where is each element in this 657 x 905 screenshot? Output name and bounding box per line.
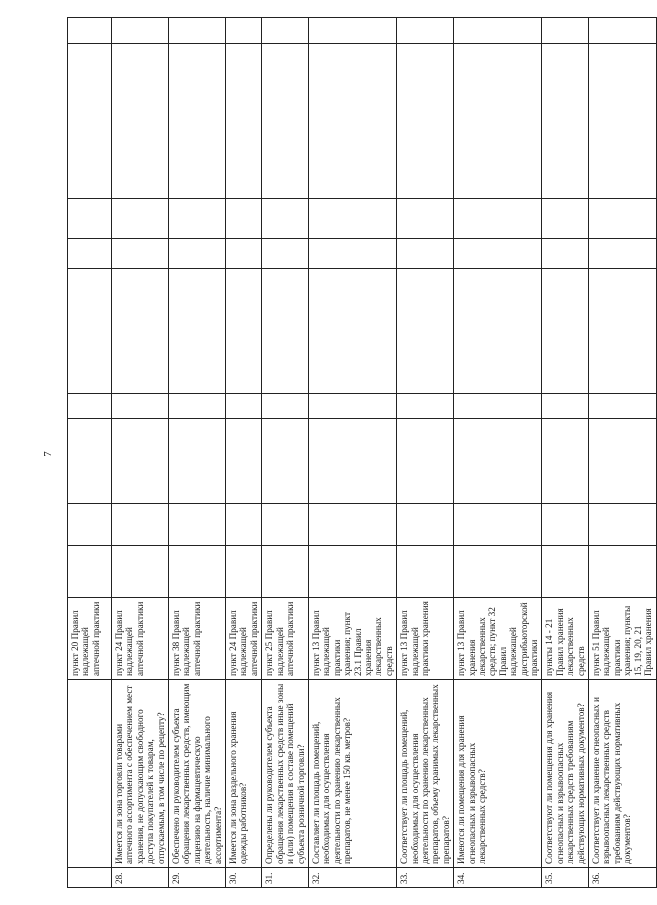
row-number: 30. bbox=[226, 868, 262, 888]
answer-cell bbox=[262, 546, 309, 598]
answer-cell bbox=[589, 18, 656, 44]
answer-cell bbox=[454, 269, 542, 394]
answer-cell bbox=[262, 18, 309, 44]
answer-cell bbox=[262, 44, 309, 199]
answer-cell bbox=[589, 44, 656, 199]
answer-cell bbox=[454, 44, 542, 199]
answer-cell bbox=[226, 44, 262, 199]
question-cell: Имеются ли помещения для хранения огнеопасных и взрывоопасных лекарственных средств? bbox=[454, 680, 542, 868]
reference-cell: пункт 20 Правил надлежащей аптечной практики bbox=[68, 598, 112, 680]
answer-cell bbox=[397, 504, 454, 546]
reference-cell: пункты 14 - 21 Правил хранения лекарственных средств bbox=[542, 598, 589, 680]
answer-cell bbox=[397, 269, 454, 394]
answer-cell bbox=[169, 239, 226, 269]
answer-cell bbox=[226, 394, 262, 419]
answer-cell bbox=[262, 269, 309, 394]
answer-cell bbox=[589, 504, 656, 546]
question-cell: Соответствует ли площадь помещений, необходимых для осуществления деятельности по хранению лекарственных препаратов, объему хранимых лекарственных препаратов? bbox=[397, 680, 454, 868]
row-number: 33. bbox=[397, 868, 454, 888]
row-number: 36. bbox=[589, 868, 656, 888]
answer-cell bbox=[112, 546, 169, 598]
answer-cell bbox=[542, 269, 589, 394]
answer-cell bbox=[589, 269, 656, 394]
answer-cell bbox=[589, 199, 656, 239]
answer-cell bbox=[454, 394, 542, 419]
answer-cell bbox=[308, 546, 396, 598]
answer-cell bbox=[542, 44, 589, 199]
answer-cell bbox=[262, 504, 309, 546]
answer-cell bbox=[112, 419, 169, 504]
answer-cell bbox=[308, 199, 396, 239]
table-row bbox=[68, 18, 112, 888]
answer-cell bbox=[454, 239, 542, 269]
reference-cell: пункт 51 Правил надлежащей практики хранения; пункты 15, 19, 20, 21 Правил хранения bbox=[589, 598, 656, 680]
answer-cell bbox=[226, 504, 262, 546]
answer-cell bbox=[454, 546, 542, 598]
answer-cell bbox=[308, 239, 396, 269]
answer-cell bbox=[112, 504, 169, 546]
answer-cell bbox=[542, 18, 589, 44]
page-number: 7 bbox=[42, 451, 54, 457]
answer-cell bbox=[589, 546, 656, 598]
answer-cell bbox=[397, 394, 454, 419]
answer-cell bbox=[169, 269, 226, 394]
answer-cell bbox=[68, 18, 112, 44]
row-number: 28. bbox=[112, 868, 169, 888]
row-number: 32. bbox=[308, 868, 396, 888]
question-cell: Соответствуют ли помещения для хранения огнеопасных и взрывоопасных лекарственных средств требованиям действующих нормативных документов? bbox=[542, 680, 589, 868]
answer-cell bbox=[68, 269, 112, 394]
answer-cell bbox=[112, 394, 169, 419]
question-cell: Определены ли руководителем субъекта обращения лекарственных средств иные зоны и (или) помещения в составе помещений субъекта розничной торговли? bbox=[262, 680, 309, 868]
answer-cell bbox=[68, 504, 112, 546]
answer-cell bbox=[68, 44, 112, 199]
question-cell: Имеется ли зона раздельного хранения одежды работников? bbox=[226, 680, 262, 868]
answer-cell bbox=[589, 394, 656, 419]
answer-cell bbox=[397, 419, 454, 504]
answer-cell bbox=[112, 239, 169, 269]
answer-cell bbox=[169, 44, 226, 199]
answer-cell bbox=[262, 239, 309, 269]
answer-cell bbox=[112, 269, 169, 394]
answer-cell bbox=[112, 199, 169, 239]
answer-cell bbox=[226, 239, 262, 269]
table-row bbox=[308, 18, 396, 888]
table-row bbox=[169, 18, 226, 888]
answer-cell bbox=[397, 18, 454, 44]
answer-cell bbox=[226, 199, 262, 239]
table-row bbox=[262, 18, 309, 888]
answer-cell bbox=[308, 419, 396, 504]
question-cell: Соответствует ли хранение огнеопасных и взрывоопасных лекарственных средств требованиям действующих нормативных документов? bbox=[589, 680, 656, 868]
answer-cell bbox=[169, 419, 226, 504]
answer-cell bbox=[68, 546, 112, 598]
answer-cell bbox=[308, 394, 396, 419]
answer-cell bbox=[68, 419, 112, 504]
answer-cell bbox=[308, 44, 396, 199]
answer-cell bbox=[68, 394, 112, 419]
answer-cell bbox=[397, 546, 454, 598]
reference-cell: пункт 13 Правил хранения лекарственных средств; пункт 32 Правил надлежащей дистрибьюторской практики bbox=[454, 598, 542, 680]
answer-cell bbox=[542, 239, 589, 269]
table-row bbox=[542, 18, 589, 888]
question-cell: Составляет ли площадь помещений, необходимых для осуществления деятельности по хранению лекарственных препаратов, не менее 150 кв. метров? bbox=[308, 680, 396, 868]
answer-cell bbox=[68, 239, 112, 269]
answer-cell bbox=[226, 18, 262, 44]
table-row bbox=[226, 18, 262, 888]
answer-cell bbox=[262, 199, 309, 239]
answer-cell bbox=[589, 419, 656, 504]
answer-cell bbox=[226, 269, 262, 394]
answer-cell bbox=[397, 239, 454, 269]
answer-cell bbox=[169, 18, 226, 44]
table-row bbox=[397, 18, 454, 888]
table-row bbox=[112, 18, 169, 888]
answer-cell bbox=[589, 239, 656, 269]
answer-cell bbox=[397, 199, 454, 239]
row-number: 35. bbox=[542, 868, 589, 888]
answer-cell bbox=[308, 269, 396, 394]
reference-cell: пункт 13 Правил надлежащей практики хранения; пункт 23.1 Правил хранения лекарственных средств bbox=[308, 598, 396, 680]
answer-cell bbox=[226, 419, 262, 504]
row-number: 31. bbox=[262, 868, 309, 888]
answer-cell bbox=[454, 419, 542, 504]
answer-cell bbox=[262, 419, 309, 504]
question-cell: Имеется ли зона торговли товарами аптечного ассортимента с обеспечением мест хранения, не допускающим свободного доступа покупателей к товарам, отпускаемым, в том числе по рецепту? bbox=[112, 680, 169, 868]
answer-cell bbox=[542, 199, 589, 239]
row-number: 34. bbox=[454, 868, 542, 888]
reference-cell: пункт 38 Правил надлежащей аптечной практики bbox=[169, 598, 226, 680]
reference-cell: пункт 24 Правил надлежащей аптечной практики bbox=[226, 598, 262, 680]
answer-cell bbox=[226, 546, 262, 598]
answer-cell bbox=[454, 199, 542, 239]
answer-cell bbox=[262, 394, 309, 419]
answer-cell bbox=[308, 18, 396, 44]
answer-cell bbox=[454, 504, 542, 546]
answer-cell bbox=[542, 546, 589, 598]
answer-cell bbox=[308, 504, 396, 546]
reference-cell: пункт 24 Правил надлежащей аптечной практики bbox=[112, 598, 169, 680]
question-cell: Обеспечено ли руководителем субъекта обращения лекарственных средств, имеющим лицензию на фармацевтическую деятельность, наличие минимального ассортимента? bbox=[169, 680, 226, 868]
answer-cell bbox=[542, 394, 589, 419]
answer-cell bbox=[169, 546, 226, 598]
table-row bbox=[589, 18, 656, 888]
answer-cell bbox=[112, 18, 169, 44]
row-number bbox=[68, 868, 112, 888]
reference-cell: пункт 13 Правил надлежащей практики хранения bbox=[397, 598, 454, 680]
answer-cell bbox=[397, 44, 454, 199]
answer-cell bbox=[112, 44, 169, 199]
table-row bbox=[454, 18, 542, 888]
answer-cell bbox=[169, 394, 226, 419]
answer-cell bbox=[68, 199, 112, 239]
checklist-table bbox=[67, 17, 657, 888]
question-cell bbox=[68, 680, 112, 868]
reference-cell: пункт 25 Правил надлежащей аптечной практики bbox=[262, 598, 309, 680]
answer-cell bbox=[454, 18, 542, 44]
answer-cell bbox=[169, 199, 226, 239]
answer-cell bbox=[542, 419, 589, 504]
answer-cell bbox=[542, 504, 589, 546]
row-number: 29. bbox=[169, 868, 226, 888]
answer-cell bbox=[169, 504, 226, 546]
